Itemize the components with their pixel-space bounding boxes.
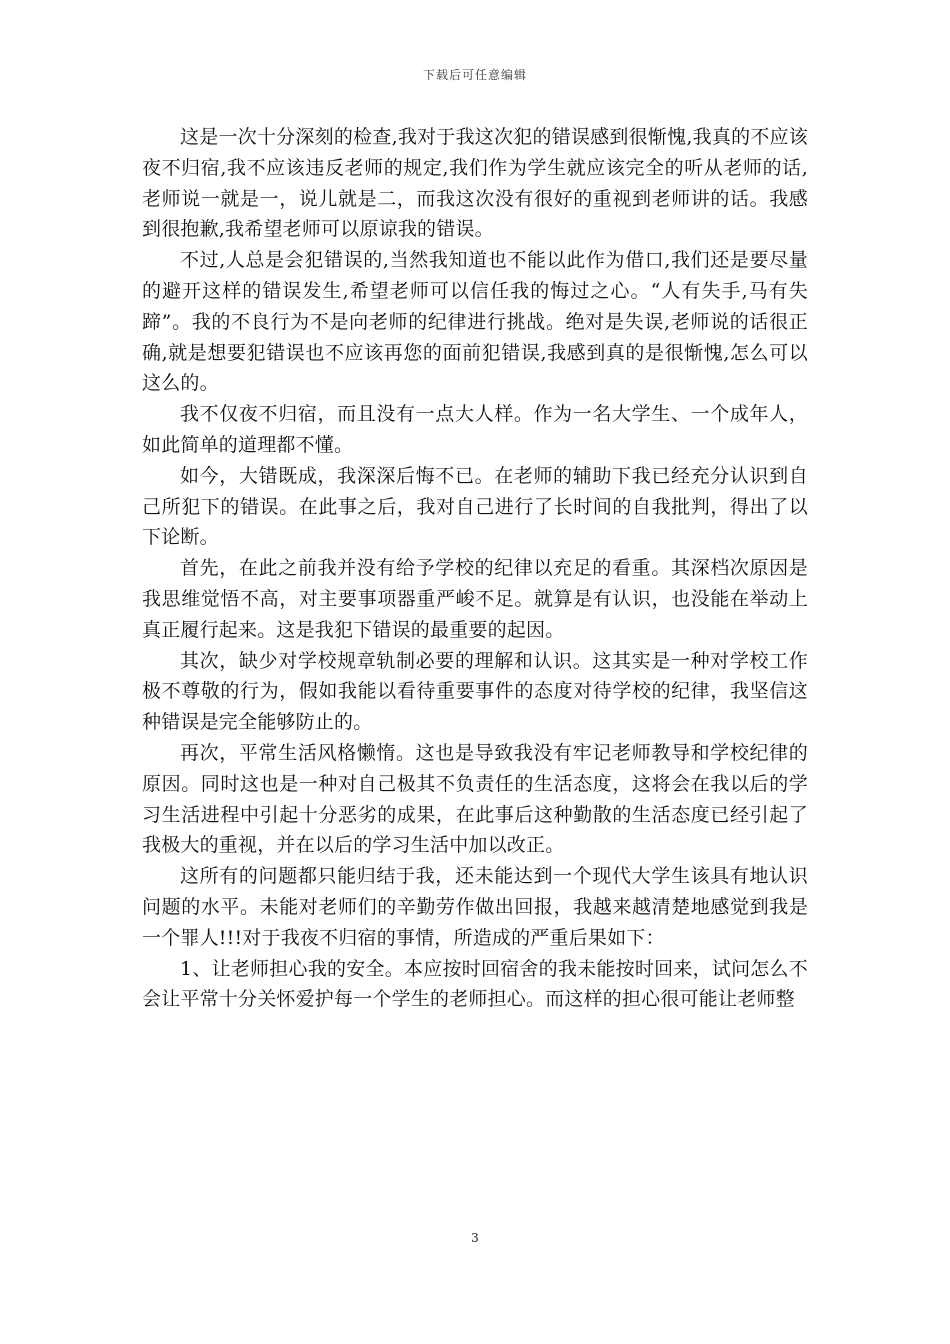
page-header: 下载后可任意编辑	[422, 68, 527, 82]
paragraph-1: 这是一次十分深刻的检查,我对于我这次犯的错误感到很惭愧,我真的不应该夜不归宿,我不应该违反老师的规定,我们作为学生就应该完全的听从老师的话,老师说一就是一，说儿就是二，而我这次没有很好的重视到老师讲的话。我感到很抱歉,我希望老师可以原谅我的错误。	[142, 126, 808, 241]
paragraph-4: 如今，大错既成，我深深后悔不已。在老师的辅助下我已经充分认识到自己所犯下的错误。在此事之后，我对自己进行了长时间的自我批判，得出了以下论断。	[142, 464, 808, 549]
paragraph-5: 首先，在此之前我并没有给予学校的纪律以充足的看重。其深档次原因是我思维觉悟不高，对主要事项器重严峻不足。就算是有认识，也没能在举动上真正履行起来。这是我犯下错误的最重要的起因。	[142, 557, 808, 641]
document-body	[142, 122, 808, 1015]
page-number: 3	[471, 1231, 479, 1245]
paragraph-8: 这所有的问题都只能归结于我，还未能达到一个现代大学生该具有地认识问题的水平。未能对老师们的辛勤劳作做出回报，我越来越清楚地感觉到我是一个罪人!!!对于我夜不归宿的事情，所造成的严重后果如下：	[142, 865, 808, 949]
paragraph-7: 再次，平常生活风格懒惰。这也是导致我没有牢记老师教导和学校纪律的原因。同时这也是一种对自己极其不负责任的生活态度，这将会在我以后的学习生活进程中引起十分恶劣的成果，在此事后这种勤散的生活态度已经引起了我极大的重视，并在以后的学习生活中加以改正。	[142, 741, 808, 857]
paragraph-3: 我不仅夜不归宿，而且没有一点大人样。作为一名大学生、一个成年人，如此简单的道理都不懂。	[142, 403, 808, 456]
paragraph-9: 1、让老师担心我的安全。本应按时回宿舍的我未能按时回来，试问怎么不会让平常十分关怀爱护每一个学生的老师担心。而这样的担心很可能让老师整	[142, 957, 808, 1011]
paragraph-2: 不过,人总是会犯错误的,当然我知道也不能以此作为借口,我们还是要尽量的避开这样的错误发生,希望老师可以信任我的悔过之心。“人有失手,马有失蹄”。我的不良行为不是向老师的纪律进行挑战。绝对是失误,老师说的话很正确,就是想要犯错误也不应该再您的面前犯错误,我感到真的是很惭愧,怎么可以这么的。	[142, 249, 808, 395]
paragraph-6: 其次，缺少对学校规章轨制必要的理解和认识。这其实是一种对学校工作极不尊敬的行为，假如我能以看待重要事件的态度对待学校的纪律，我坚信这种错误是完全能够防止的。	[142, 649, 808, 734]
